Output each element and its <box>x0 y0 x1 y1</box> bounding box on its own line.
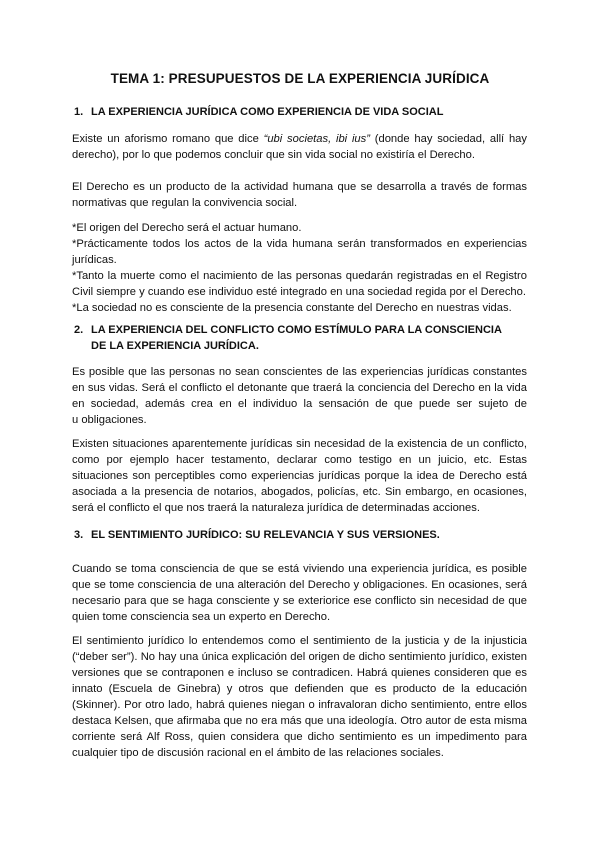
paragraph-line: como por ejemplo hacer testamento, declarar como testigo en un juicio, etc. Estas <box>72 454 527 466</box>
section-heading-line: LA EXPERIENCIA JURÍDICA COMO EXPERIENCIA DE VIDA SOCIAL <box>91 106 444 118</box>
paragraph-line: necesario para que se haga consciente y se exteriorice ese conflicto sin necesidad de que <box>72 595 527 607</box>
paragraph-line: corriente será Alf Ross, quien considera que dicho sentimiento es un impedimento para <box>72 731 527 743</box>
bullet-list <box>72 220 527 316</box>
paragraph-line: Existen situaciones aparentemente jurídicas sin necesidad de la existencia de un conflicto, <box>72 438 527 450</box>
section-heading-line: DE LA EXPERIENCIA JURÍDICA. <box>91 340 259 352</box>
section-number-1: 1. <box>74 106 84 118</box>
paragraph <box>72 364 527 428</box>
paragraph <box>72 436 527 516</box>
paragraph-line: Cuando se toma consciencia de que se está viviendo una experiencia jurídica, es posible <box>72 563 527 575</box>
paragraph-line: situaciones son perceptibles como experiencias jurídicas porque la idea de Derecho está <box>72 470 527 482</box>
paragraph-line: (“deber ser”). No hay una única explicación del origen de dicho sentimiento jurídico, existen <box>72 651 527 663</box>
section-heading-1 <box>74 104 444 120</box>
paragraph-line: quien tome consciencia sea un experto en Derecho. <box>72 611 331 623</box>
paragraph-line: derecho), por lo que podemos concluir que sin vida social no existiría el Derecho. <box>72 149 475 161</box>
paragraph-line: que se tome consciencia de una alteración del Derecho y obligaciones. En ocasiones, será <box>72 579 527 591</box>
latin-aphorism: “ubi societas, ibi ius” <box>263 133 370 145</box>
paragraph <box>72 633 527 761</box>
section-heading-line: EL SENTIMIENTO JURÍDICO: SU RELEVANCIA Y SUS VERSIONES. <box>91 529 440 541</box>
section-heading-2 <box>74 322 502 354</box>
paragraph <box>72 131 527 163</box>
paragraph-line: El Derecho es un producto de la actividad humana que se desarrolla a través de formas <box>72 181 527 193</box>
paragraph-line: será el conflicto el que nos traerá la naturaleza jurídica de determinadas acciones. <box>72 502 480 514</box>
paragraph-line: (Skinner). Por otro lado, habrá quienes niegan o infravaloran dicho sentimiento, entre ellos <box>72 699 527 711</box>
paragraph-line: Es posible que las personas no sean conscientes de las experiencias jurídicas constantes <box>72 366 527 378</box>
paragraph <box>72 179 527 211</box>
paragraph-line: innato (Escuela de Ginebra) y otros que defienden que es producto de la educación <box>72 683 527 695</box>
section-heading-3 <box>74 527 440 543</box>
list-item: *Tanto la muerte como el nacimiento de las personas quedarán registradas en el Registro <box>72 270 527 282</box>
list-item: *El origen del Derecho será el actuar humano. <box>72 222 302 234</box>
section-heading-line: LA EXPERIENCIA DEL CONFLICTO COMO ESTÍMULO PARA LA CONSCIENCIA <box>91 324 502 336</box>
section-number-3: 3. <box>74 529 84 541</box>
section-number-2: 2. <box>74 324 84 336</box>
list-item: *Prácticamente todos los actos de la vida humana serán transformados en experiencias <box>72 238 527 250</box>
paragraph-line: en sociedad, además crea en el individuo la sensación de que puede ser sujeto de <box>72 398 527 410</box>
paragraph-line: Existe un aforismo romano que dice “ubi societas, ibi ius” (donde hay sociedad, allí hay <box>72 133 527 145</box>
list-item: Civil siempre y cuando ese individuo esté integrado en una sociedad regida por el Derecho. <box>72 286 526 298</box>
paragraph-line: asociada a la presencia de notarios, abogados, policías, etc. Sin embargo, en ocasiones, <box>72 486 527 498</box>
paragraph <box>72 561 527 625</box>
paragraph-line: normativas que regulan la convivencia social. <box>72 197 298 209</box>
paragraph-line: versiones que se contraponen e incluso se contradicen. Habrá quienes consideren que es <box>72 667 527 679</box>
paragraph-line: u obligaciones. <box>72 414 147 426</box>
paragraph-line: cualquier tipo de discusión racional en el ámbito de las relaciones sociales. <box>72 747 444 759</box>
document-title: TEMA 1: PRESUPUESTOS DE LA EXPERIENCIA JURÍDICA <box>110 71 490 86</box>
paragraph-line: El sentimiento jurídico lo entendemos como el sentimiento de la justicia y de la injusticia <box>72 635 527 647</box>
paragraph-line: destaca Kelsen, que afirmaba que no era más que una ideología. Otro autor de esta misma <box>72 715 527 727</box>
list-item: *La sociedad no es consciente de la presencia constante del Derecho en nuestras vidas. <box>72 302 512 314</box>
paragraph-line: en sus vidas. Será el conflicto el detonante que traerá la conciencia del Derecho en la vida <box>72 382 527 394</box>
list-item: jurídicas. <box>72 254 117 266</box>
